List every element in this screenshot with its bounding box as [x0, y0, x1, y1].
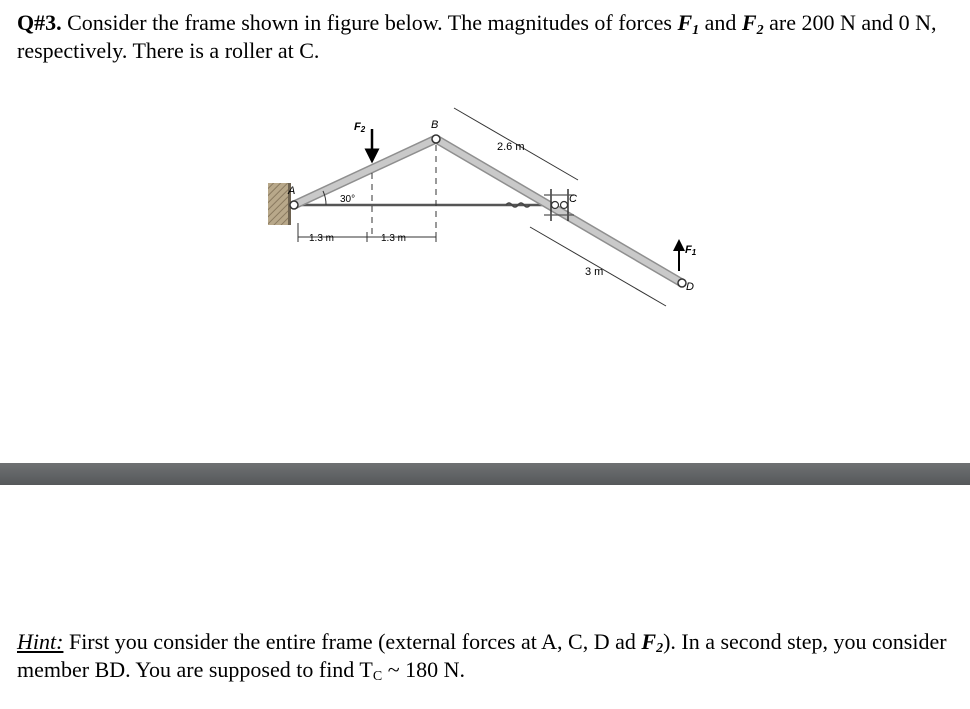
question-text-part1: Consider the frame shown in figure below. The magnitudes of forces — [61, 10, 678, 35]
frame-diagram — [268, 103, 710, 323]
label-a: A — [288, 185, 296, 197]
dim-label-cd: 3 m — [585, 266, 604, 278]
question-text — [17, 9, 962, 65]
question-and-word: and — [699, 10, 742, 35]
dim-label-left: 1.3 m — [309, 233, 335, 244]
hint-text-part2: ). In a second step, you consider member BD. You are supposed to find T — [17, 629, 947, 682]
pin-b — [432, 135, 440, 143]
hint-label: Hint: — [17, 629, 64, 654]
label-f2: F2 — [354, 121, 366, 134]
hint-force-f2: $F_2$ — [641, 629, 664, 656]
frame-figure — [268, 103, 710, 323]
section-divider — [0, 463, 970, 485]
dim-label-ab: 2.6 m — [497, 141, 525, 153]
hint-text-part3: ~ 180 N. — [382, 657, 465, 682]
pin-a — [290, 201, 298, 209]
force-f1-symbol: $F_1$ — [677, 10, 700, 38]
hint-text-part1: First you consider the entire frame (external forces at A, C, D ad — [63, 629, 642, 654]
dim-label-right: 1.3 m — [381, 233, 407, 244]
member-bd — [436, 139, 682, 283]
label-f1: F1 — [685, 244, 697, 257]
question-text-part2: are 200 N and 0 N, respectively. There is a roller at C. — [17, 10, 937, 63]
hint-tc-subscript: C — [372, 669, 383, 684]
label-c: C — [569, 193, 577, 205]
label-b: B — [431, 119, 439, 131]
label-d: D — [686, 281, 694, 293]
wall-support — [268, 183, 290, 225]
member-ab — [294, 139, 436, 205]
force-f2-symbol: $F_2$ — [741, 10, 764, 38]
question-number: Q#3. — [17, 10, 62, 35]
hint-text — [17, 628, 962, 684]
pin-d — [678, 279, 686, 287]
angle-label: 30° — [340, 194, 356, 205]
